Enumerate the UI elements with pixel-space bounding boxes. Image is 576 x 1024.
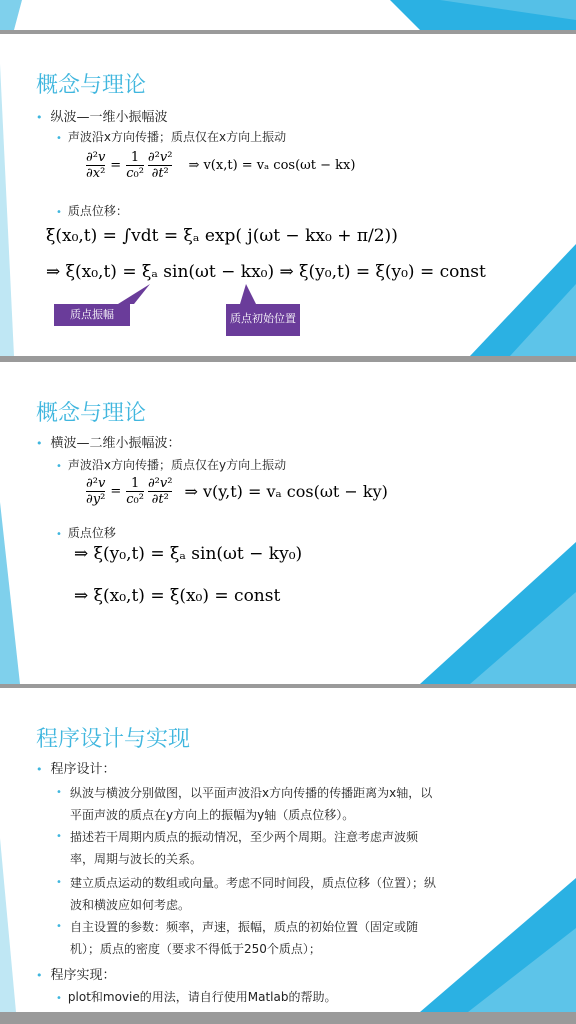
callout-amplitude: 质点振幅 [54, 304, 130, 326]
slide-1-eq-disp2: ⇒ ξ(x₀,t) = ξₐ sin(ωt − kx₀) ⇒ ξ(y₀,t) = ξ(y₀) = const [46, 262, 486, 282]
slide-3-item-impl: • plot和movie的用法，请自行使用Matlab的帮助。 [56, 990, 337, 1004]
slide-1-sub1: • 声波沿x方向传播；质点仅在x方向上振动 [56, 130, 287, 144]
slide-2-sub1: • 声波沿x方向传播；质点仅在y方向上振动 [56, 458, 287, 472]
slide-2[interactable] [0, 362, 576, 684]
sub-text: 质点位移： [67, 204, 128, 218]
eq-wave-solution: ⇒ v(x,t) = vₐ cos(ωt − kx) [188, 158, 356, 173]
status-decor [0, 0, 576, 30]
slide-2-title: 概念与理论 [36, 401, 147, 426]
eq-wave-solution: ⇒ v(y,t) = vₐ cos(ωt − ky) [184, 482, 388, 501]
item-text: plot和movie的用法，请自行使用Matlab的帮助。 [67, 990, 337, 1004]
slide-3-title: 程序设计与实现 [36, 727, 191, 752]
slide-3-item-1: • 纵波与横波分别做图，以平面声波沿x方向传播的传播距离为x轴，以平面声波的质点在y方向上的振幅为y轴（质点位移）。 [56, 782, 436, 826]
slide-3-item-4: • 自主设置的参数：频率，声速，振幅，质点的初始位置（固定或随机）；质点的密度（要求不得低于250个质点）； [56, 916, 436, 960]
bullet-text: 程序设计： [50, 762, 116, 777]
slide-1-eq-disp1: ξ(x₀,t) = ∫vdt = ξₐ exp( j(ωt − kx₀ + π/2)) [46, 226, 398, 246]
item-text: 描述若干周期内质点的振动情况，至少两个周期。注意考虑声波频率，周期与波长的关系。 [70, 830, 419, 866]
slide-2-eq-disp2: ⇒ ξ(x₀,t) = ξ(x₀) = const [74, 586, 281, 606]
slide-1[interactable] [0, 34, 576, 356]
sub-text: 声波沿x方向传播；质点仅在x方向上振动 [67, 130, 287, 144]
slide-2-bullet: • 横波—二维小振幅波： [36, 436, 181, 451]
callout-initial-position: 质点初始位置 [226, 304, 300, 336]
slide-3-item-2: • 描述若干周期内质点的振动情况，至少两个周期。注意考虑声波频率，周期与波长的关系。 [56, 826, 436, 870]
bullet-text: 程序实现： [50, 968, 116, 983]
slide-2-eq-wave: ∂²v ∂y² = 1 c₀² ∂²v² ∂t² ⇒ v(y,t) = vₐ cos(ωt − ky) [86, 476, 388, 507]
slide-3-bullet1: • 程序设计： [36, 762, 116, 777]
sub-text: 声波沿x方向传播；质点仅在y方向上振动 [67, 458, 287, 472]
slide-2-eq-disp1: ⇒ ξ(y₀,t) = ξₐ sin(ωt − ky₀) [74, 544, 303, 564]
slide-1-sub2: • 质点位移： [56, 204, 128, 218]
item-text: 自主设置的参数：频率，声速，振幅，质点的初始位置（固定或随机）；质点的密度（要求不得低于250个质点）； [70, 920, 419, 956]
bullet-text: 横波—二维小振幅波： [50, 436, 181, 451]
item-text: 纵波与横波分别做图，以平面声波沿x方向传播的传播距离为x轴，以平面声波的质点在y方向上的振幅为y轴（质点位移）。 [70, 786, 433, 822]
slide-3-item-3: • 建立质点运动的数组或向量。考虑不同时间段，质点位移（位置）；纵波和横波应如何考虑。 [56, 872, 436, 916]
slide-1-bullet: • 纵波—一维小振幅波 [36, 110, 168, 125]
slide-3-bullet2: • 程序实现： [36, 968, 116, 983]
item-text: 建立质点运动的数组或向量。考虑不同时间段，质点位移（位置）；纵波和横波应如何考虑。 [70, 876, 437, 912]
slide-3[interactable] [0, 688, 576, 1012]
slide-1-eq-wave: ∂²v ∂x² = 1 c₀² ∂²v² ∂t² ⇒ v(x,t) = vₐ cos(ωt − kx) [86, 150, 356, 181]
slide-1-title: 概念与理论 [36, 73, 147, 98]
bullet-text: 纵波—一维小振幅波 [50, 110, 168, 125]
sub-text: 质点位移 [67, 526, 116, 540]
slide-2-sub2: • 质点位移 [56, 526, 116, 540]
